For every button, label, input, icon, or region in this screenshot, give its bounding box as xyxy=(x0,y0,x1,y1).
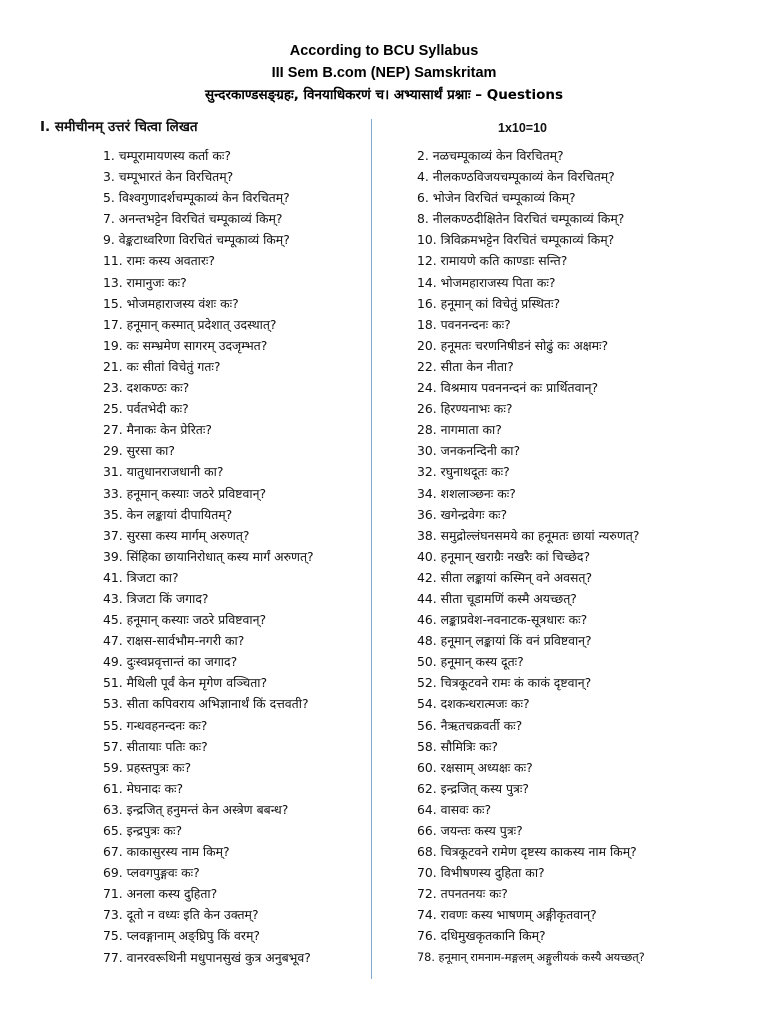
question-item: 52. चित्रकूटवने रामः कं काकं दृष्टवान्? xyxy=(417,675,592,691)
question-item: 46. लङ्काप्रवेश-नवनाटक-सूत्रधारः कः? xyxy=(417,612,588,628)
question-item: 9. वेङ्कटाध्वरिणा विरचितं चम्पूकाव्यं किम्? xyxy=(103,232,290,248)
question-item: 29. सुरसा का? xyxy=(103,443,175,459)
question-item: 6. भोजेन विरचितं चम्पूकाव्यं किम्? xyxy=(417,190,576,206)
question-item: 5. विश्वगुणादर्शचम्पूकाव्यं केन विरचितम्? xyxy=(103,190,290,206)
question-item: 75. प्लवङ्गानाम् अङ्घ्रिपु किं वरम्? xyxy=(103,928,260,944)
question-item: 7. अनन्तभट्टेन विरचितं चम्पूकाव्यं किम्? xyxy=(103,211,283,227)
question-item: 43. त्रिजटा किं जगाद? xyxy=(103,590,209,606)
question-item: 12. रामायणे कति काण्डाः सन्ति? xyxy=(417,253,568,269)
question-item: 14. भोजमहाराजस्य पिता कः? xyxy=(417,274,556,290)
left-question-column xyxy=(103,145,365,968)
question-item: 63. इन्द्रजित् हनुमन्तं केन अस्त्रेण बबन्ध? xyxy=(103,801,289,817)
document-header xyxy=(0,40,768,107)
question-item: 3. चम्पूभारतं केन विरचितम्? xyxy=(103,169,234,185)
marks-scheme: 1x10=10 xyxy=(498,121,548,135)
question-item: 56. नैऋतचक्रवर्ती कः? xyxy=(417,717,523,733)
question-item: 8. नीलकण्ठदीक्षितेन विरचितं चम्पूकाव्यं किम्? xyxy=(417,211,625,227)
question-item: 31. यातुधानराजधानी का? xyxy=(103,464,224,480)
question-item: 25. पर्वतभेदी कः? xyxy=(103,401,189,417)
question-item: 58. सौमित्रिः कः? xyxy=(417,738,498,754)
question-item: 40. हनूमान् खराग्रैः नखरैः कां चिच्छेद? xyxy=(417,548,591,564)
question-item: 57. सीतायाः पतिः कः? xyxy=(103,738,208,754)
column-divider xyxy=(371,119,372,979)
question-item: 65. इन्द्रपुत्रः कः? xyxy=(103,823,183,838)
question-item: 51. मैथिली पूर्वं केन मृगेण वञ्चिता? xyxy=(103,675,268,691)
question-item: 47. राक्षस-सार्वभौम-नगरी का? xyxy=(103,633,245,649)
question-item: 45. हनूमान् कस्याः जठरे प्रविष्टवान्? xyxy=(103,612,267,628)
question-item: 15. भोजमहाराजस्य वंशः कः? xyxy=(103,295,239,311)
question-item: 49. दुःस्वप्नवृत्तान्तं का जगाद? xyxy=(103,654,238,670)
question-item: 60. रक्षसाम् अध्यक्षः कः? xyxy=(417,759,533,775)
question-item: 72. तपनतनयः कः? xyxy=(417,886,508,902)
question-item: 4. नीलकण्ठविजयचम्पूकाव्यं केन विरचितम्? xyxy=(417,169,615,185)
question-item: 50. हनूमान् कस्य दूतः? xyxy=(417,654,524,670)
question-item: 18. पवननन्दनः कः? xyxy=(417,316,511,332)
question-item: 48. हनूमान् लङ्कायां किं वनं प्रविष्टवान्? xyxy=(417,633,592,649)
topic-line: सुन्दरकाण्डसङ्ग्रहः, विनयाधिकरणं च। अभ्यासार्थं प्रश्नाः – Questions xyxy=(205,87,563,103)
question-item: 23. दशकण्ठः कः? xyxy=(103,380,190,396)
syllabus-line: According to BCU Syllabus xyxy=(289,43,479,59)
question-item: 36. खगेन्द्रवेगः कः? xyxy=(417,506,508,522)
question-item: 42. सीता लङ्कायां कस्मिन् वने अवसत्? xyxy=(417,569,593,585)
question-item: 17. हनूमान् कस्मात् प्रदेशात् उदस्थात्? xyxy=(103,316,277,332)
question-item: 64. वासवः कः? xyxy=(417,801,492,817)
question-item: 62. इन्द्रजित् कस्य पुत्रः? xyxy=(417,780,529,796)
question-item: 30. जनकनन्दिनी का? xyxy=(417,443,521,459)
question-item: 27. मैनाकः केन प्रेरितः? xyxy=(103,422,212,438)
question-item: 37. सुरसा कस्य मार्गम् अरुणत्? xyxy=(103,527,250,543)
question-item: 34. शशलाञ्छनः कः? xyxy=(417,485,516,501)
question-item: 28. नागमाता का? xyxy=(417,422,502,438)
question-item: 68. चित्रकूटवने रामेण दृष्टस्य काकस्य नाम किम्? xyxy=(417,844,637,860)
question-item: 55. गन्धवहनन्दनः कः? xyxy=(103,717,208,733)
question-item: 39. सिंहिका छायानिरोधात् कस्य मार्गं अरुणत्? xyxy=(103,548,314,564)
question-item: 76. दधिमुखकृतकानि किम्? xyxy=(417,928,546,944)
question-item: 77. वानरवरूथिनी मधुपानसुखं कुत्र अनुबभूव? xyxy=(103,949,311,965)
question-item: 2. नळचम्पूकाव्यं केन विरचितम्? xyxy=(417,148,564,163)
question-item: 73. दूतो न वध्यः इति केन उक्तम्? xyxy=(103,907,259,923)
question-item: 21. कः सीतां विचेतुं गतः? xyxy=(103,358,221,374)
question-item: 32. रघुनाथदूतः कः? xyxy=(417,464,510,480)
section-title: I. समीचीनम् उत्तरं चित्वा लिखत xyxy=(40,119,198,135)
question-item: 54. दशकन्धरात्मजः कः? xyxy=(417,696,530,712)
question-item: 33. हनूमान् कस्याः जठरे प्रविष्टवान्? xyxy=(103,485,267,501)
question-item: 71. अनला कस्य दुहिता? xyxy=(103,886,218,902)
question-item: 66. जयन्तः कस्य पुत्रः? xyxy=(417,823,523,838)
question-item: 70. विभीषणस्य दुहिता का? xyxy=(417,865,545,881)
question-item: 1. चम्पूरामायणस्य कर्ता कः? xyxy=(103,148,231,163)
question-item: 44. सीता चूडामणिं कस्मै अयच्छत्? xyxy=(417,590,577,606)
question-item: 22. सीता केन नीता? xyxy=(417,358,514,374)
question-item: 78. हनूमान् रामनाम-मङ्गलम् अङ्गुलीयकं कस्यै अयच्छत्? xyxy=(417,950,645,964)
question-item: 38. समुद्रोल्लंघनसमये का हनूमतः छायां न्यरुणत्? xyxy=(417,527,640,543)
course-line: III Sem B.com (NEP) Samskritam xyxy=(271,65,497,81)
question-item: 74. रावणः कस्य भाषणम् अङ्गीकृतवान्? xyxy=(417,907,597,923)
question-item: 16. हनूमान् कां विचेतुं प्रस्थितः? xyxy=(417,295,561,311)
question-item: 69. प्लवगपुङ्गवः कः? xyxy=(103,865,200,881)
question-item: 13. रामानुजः कः? xyxy=(103,274,187,290)
question-item: 24. विश्रमाय पवननन्दनं कः प्रार्थितवान्? xyxy=(417,380,599,396)
question-item: 53. सीता कपिवराय अभिज्ञानार्थं किं दत्तवती? xyxy=(103,696,309,712)
question-item: 10. त्रिविक्रमभट्टेन विरचितं चम्पूकाव्यं किम्? xyxy=(417,232,615,248)
question-item: 35. केन लङ्कायां दीपायितम्? xyxy=(103,506,233,522)
question-item: 19. कः सम्भ्रमेण सागरम् उदजृम्भत? xyxy=(103,337,268,353)
question-item: 41. त्रिजटा का? xyxy=(103,569,179,585)
question-item: 61. मेघनादः कः? xyxy=(103,780,184,796)
right-question-column xyxy=(417,145,747,968)
question-item: 67. काकासुरस्य नाम किम्? xyxy=(103,844,230,860)
question-item: 59. प्रहस्तपुत्रः कः? xyxy=(103,759,192,775)
question-item: 11. रामः कस्य अवतारः? xyxy=(103,253,216,269)
question-item: 20. हनूमतः चरणनिषीडनं सोढुं कः अक्षमः? xyxy=(417,337,609,353)
question-item: 26. हिरण्यनाभः कः? xyxy=(417,401,513,417)
